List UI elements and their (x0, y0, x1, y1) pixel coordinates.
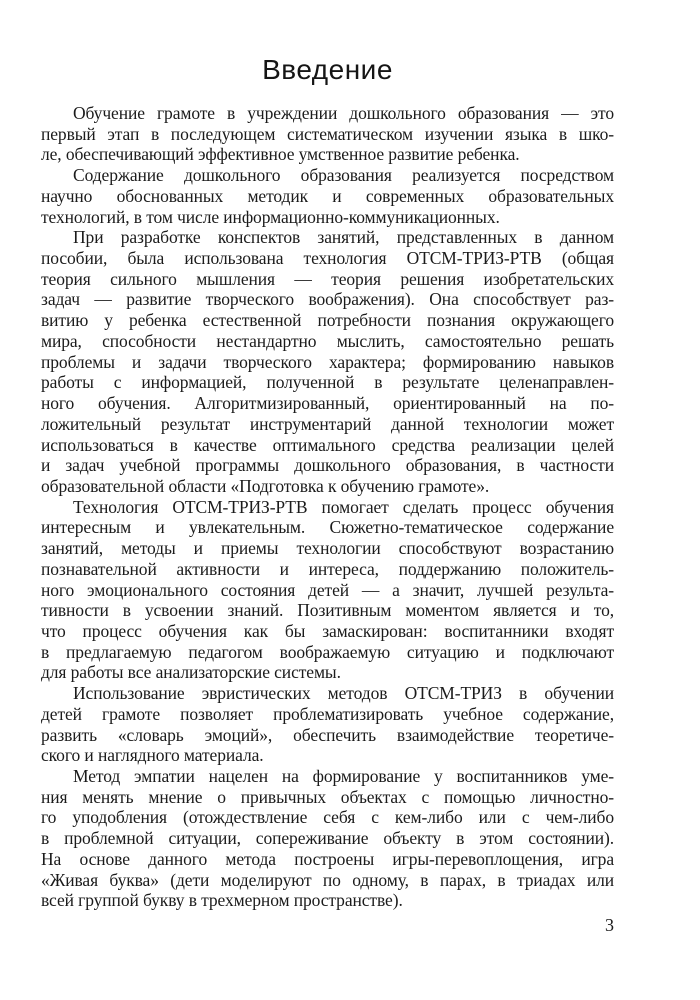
text-line: ского и наглядного материала. (41, 745, 264, 766)
text-line: ного эмоционального состояния детей — а значит, лучшей результа- (41, 579, 614, 600)
paragraph (41, 227, 614, 496)
text-line: в проблемной ситуации, сопереживание объекту в этом состоянии). (41, 828, 614, 849)
text-line: Метод эмпатии нацелен на формирование у воспитанников уме- (73, 766, 614, 786)
text-line: занятий, методы и приемы технологии способствуют возрастанию (41, 538, 614, 559)
paragraph (41, 497, 614, 683)
text-line: Обучение грамоте в учреждении дошкольного образования — это (73, 103, 614, 123)
text-line: «Живая буква» (дети моделируют по одному, в парах, в триадах или (41, 869, 614, 890)
text-line: При разработке конспектов занятий, представленных в данном (73, 227, 614, 248)
text-line: тивности в усвоении знаний. Позитивным моментом является и то, (41, 600, 614, 621)
text-line: в предлагаемую педагогом воображаемую ситуацию и подключают (41, 641, 614, 662)
text-line: задач — развитие творческого воображения). Она способствует раз- (41, 289, 614, 310)
text-line: теория сильного мышления — теория решения изобретательских (41, 268, 614, 289)
text-line: го уподобления (отождествление себя с кем-либо или с чем-либо (41, 807, 614, 828)
text-line: для работы все анализаторские системы. (41, 662, 341, 683)
page-number: 3 (605, 915, 614, 935)
paragraph (41, 683, 614, 766)
text-line: технологий, в том числе информационно-коммуникационных. (41, 206, 500, 227)
text-line: пособии, была использована технология ОТСМ-ТРИЗ-РТВ (общая (41, 248, 614, 269)
text-line: ле, обеспечивающий эффективное умственное развитие ребенка. (41, 144, 520, 165)
text-line: первый этап в последующем систематическом изучении языка в шко- (41, 123, 614, 144)
text-line: Содержание дошкольного образования реализуется посредством (73, 165, 614, 186)
text-line: ложительный результат инструментарий данной технологии может (41, 413, 614, 434)
paragraph (41, 103, 614, 165)
text-line: детей грамоте позволяет проблематизировать учебное содержание, (41, 703, 614, 724)
text-line: Технология ОТСМ-ТРИЗ-РТВ помогает сделать процесс обучения (73, 496, 614, 517)
text-line: использоваться в качестве оптимального средства реализации целей (41, 434, 614, 455)
text-line: Использование эвристических методов ОТСМ-ТРИЗ в обучении (73, 683, 614, 704)
text-line: и задач учебной программы дошкольного образования, в частности (41, 455, 614, 476)
chapter-title: Введение (262, 54, 393, 85)
text-line: интересным и увлекательным. Сюжетно-тематическое содержание (41, 517, 614, 538)
text-line: ния менять мнение о привычных объектах с помощью личностно- (41, 786, 614, 807)
text-line: что процесс обучения как бы замаскирован: воспитанники входят (41, 620, 614, 641)
text-line: На основе данного метода построены игры-перевоплощения, игра (41, 848, 614, 869)
text-line: образовательной области «Подготовка к обучению грамоте». (41, 475, 490, 496)
text-line: работы с информацией, полученной в результате целенаправлен- (41, 372, 614, 393)
text-line: мира, способности нестандартно мыслить, самостоятельно решать (41, 330, 614, 351)
text-line: проблемы и задачи творческого характера; формированию навыков (41, 351, 614, 372)
text-line: познавательной активности и интереса, поддержанию положитель- (41, 558, 614, 579)
text-line: развить «словарь эмоций», обеспечить взаимодействие теоретиче- (41, 724, 614, 745)
paragraph (41, 766, 614, 911)
paragraph (41, 165, 614, 227)
text-line: всей группой букву в трехмерном пространстве). (41, 890, 403, 911)
text-line: витию у ребенка естественной потребности познания окружающего (41, 310, 614, 331)
text-line: ного обучения. Алгоритмизированный, ориентированный на по- (41, 393, 614, 414)
body-text (41, 103, 614, 911)
text-line: научно обоснованных методик и современных образовательных (41, 185, 614, 206)
